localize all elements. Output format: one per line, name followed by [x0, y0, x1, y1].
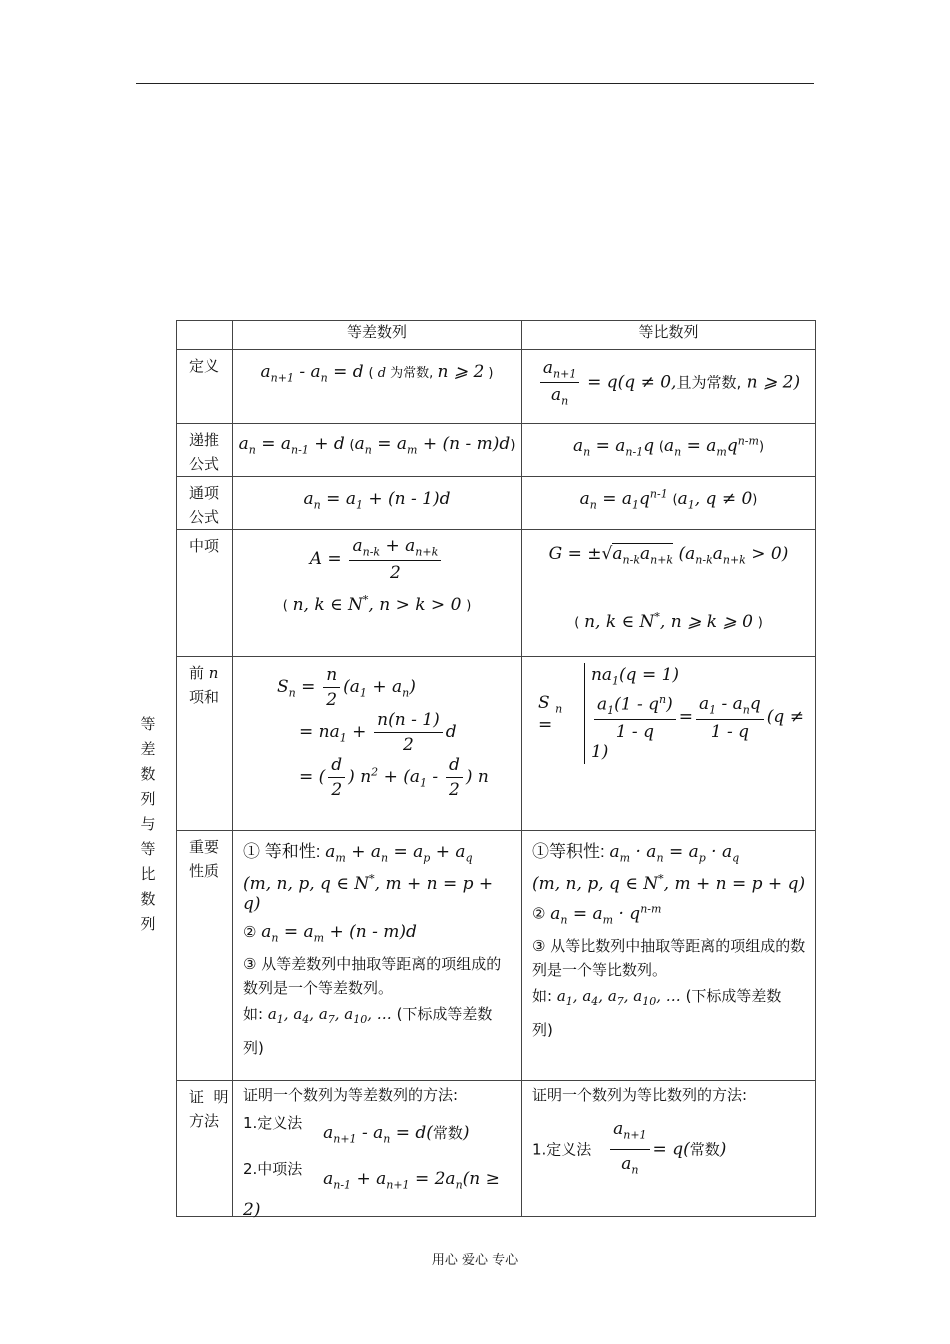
label-line: 公式 [189, 508, 220, 526]
header-geo: 等比数列 [522, 321, 816, 350]
row-recursion [177, 424, 816, 477]
arith-definition: $a_{n+1} - a_n = d$ ( d 为常数, n ⩾ 2 ) [233, 350, 522, 424]
prop-title: 等和性: [264, 842, 321, 861]
prop-3-text: 从等差数列中抽取等距离的项组成的数列是一个等差数列。 [243, 955, 502, 998]
header-arith: 等差数列 [233, 321, 522, 350]
geo-general: $a_n = a_1q^{n-1}$ ($a_1$, q ≠ 0) [522, 477, 816, 530]
proof-intro: 证明一个数列为等差数列的方法: [243, 1086, 459, 1104]
method-1: 1.定义法 [532, 1140, 592, 1159]
side-char: 与 [140, 815, 156, 833]
header-rule [136, 83, 814, 84]
sequence-table [176, 320, 816, 1220]
geo-middle: $G = \pm√a_{n-k}a_{n+k}$ $(a_{n-k}a_{n+k} > 0)$ ( n, k ∈ N*, n ⩾ k ⩾ 0 ) [522, 530, 816, 657]
prop-3-text: 从等比数列中抽取等距离的项组成的数列是一个等比数列。 [532, 937, 806, 980]
example-suffix: (下标成等差数 [396, 1005, 493, 1024]
arith-general: $a_n = a_1 + (n - 1)d$ [233, 477, 522, 530]
page-footer: 用心 爱心 专心 [431, 1253, 519, 1268]
label-line: 项和 [189, 688, 220, 706]
prop-title: 等积性: [549, 842, 605, 861]
side-title [137, 712, 159, 937]
arith-middle: A = $\frac{a_{n-k} + a_{n+k}}{2}$ ( n, k ∈ N*, n > k > 0 ) [233, 530, 522, 657]
example-tail: 列) [243, 1039, 264, 1058]
side-char: 列 [140, 790, 156, 808]
geo-definition: $\frac{a_{n+1}}{a_n}$ = q(q ≠ 0,且为常数, n ⩾ 2) [522, 350, 816, 424]
example-prefix: 如: [243, 1005, 264, 1024]
row-definition [177, 350, 816, 424]
example-prefix: 如: [532, 987, 553, 1006]
geo-properties: ①等积性: $a_m \cdot a_n = a_p \cdot a_q$ (m, n, p, q ∈ N*, m + n = p + q) ② $a_n = a_m \cdot q^{n-m}$ ③ 从等比数列中抽取等距离的项组成的数列是一个等比数列。 如: $a_1$, $a_4$, $a_7$, $a_{10}$, … (下标成等差数 列) [522, 831, 816, 1081]
example-tail: 列) [532, 1021, 553, 1040]
row-label-sum [177, 657, 233, 831]
arith-recursion: $a_n = a_{n-1} + d$ $(a_n = a_m + (n - m)d)$ [233, 424, 522, 477]
row-label-general [177, 477, 233, 530]
row-label-properties [177, 831, 233, 1081]
row-label-definition: 定义 [177, 350, 233, 424]
example-suffix: (下标成等差数 [685, 987, 782, 1006]
side-char: 差 [140, 740, 156, 758]
row-proof [177, 1081, 816, 1217]
row-label-recursion [177, 424, 233, 477]
row-label-middle: 中项 [177, 530, 233, 657]
geo-sum: S $_n$ = $na_1(q = 1)$ $\frac{a_1(1 - q^n)}{1 - q}$ = $\frac{a_1 - a_nq}{1 - q}$ (q ≠ 1) [522, 657, 816, 831]
side-char: 列 [140, 915, 156, 933]
def-note: 且为常数, [676, 373, 742, 392]
const-text: 常数 [689, 1140, 720, 1159]
label-line: 通项 [189, 484, 220, 502]
corner-cell [177, 321, 233, 350]
const-text: 常数 [432, 1124, 463, 1142]
arith-properties: ① 等和性: $a_m + a_n = a_p + a_q$ (m, n, p, q ∈ N*, m + n = p + q) ② $a_n = a_m + (n - m)d$ ③ 从等差数列中抽取等距离的项组成的数列是一个等差数列。 如: $a_1$, $a_4$, $a_7$, $a_{10}$, … (下标成等差数 列) [233, 831, 522, 1081]
row-properties [177, 831, 816, 1081]
row-middle-term [177, 530, 816, 657]
side-char: 等 [140, 715, 156, 733]
side-char: 比 [140, 865, 156, 883]
row-label-proof [177, 1081, 233, 1217]
side-char: 数 [140, 765, 156, 783]
geo-recursion: $a_n = a_{n-1}q$ $(a_n = a_mq^{n-m})$ [522, 424, 816, 477]
geo-proof: 证明一个数列为等比数列的方法: 1.定义法 $\frac{a_{n+1}}{a_n}$ = q(常数) [522, 1081, 816, 1217]
label-line: 证 明 [189, 1088, 229, 1106]
label-line: 性质 [189, 862, 220, 880]
proof-intro: 证明一个数列为等比数列的方法: [532, 1086, 748, 1104]
method-1: 1.定义法 [243, 1114, 303, 1132]
label-line: 前 [189, 664, 205, 682]
method-2: 2.中项法 [243, 1160, 303, 1179]
arith-sum: $S_n$ = $\frac{n}{2}$ $(a_1 + a_n)$ = $na_1$ + $\frac{n(n - 1)}{2}$ d = ( $\frac{d}{2}$ ) $n^2 + (a_1$ - $\frac{d}{2}$ ) n [233, 657, 522, 831]
side-char: 数 [140, 890, 156, 908]
arith-proof: 证明一个数列为等差数列的方法: 1.定义法 $a_{n+1} - a_n = d$(常数) 2.中项法 $a_{n-1} + a_{n+1} = 2a_n(n \ge 2)$ [233, 1081, 522, 1217]
def-note: 为常数, [390, 366, 434, 381]
table-header-row [177, 321, 816, 350]
row-partial-sum [177, 657, 816, 831]
side-char: 等 [140, 840, 156, 858]
label-line: 重要 [189, 838, 220, 856]
label-n: n [208, 664, 219, 682]
row-general-term [177, 477, 816, 530]
label-line: 方法 [189, 1112, 220, 1130]
label-line: 公式 [189, 455, 220, 473]
label-line: 递推 [189, 431, 220, 449]
